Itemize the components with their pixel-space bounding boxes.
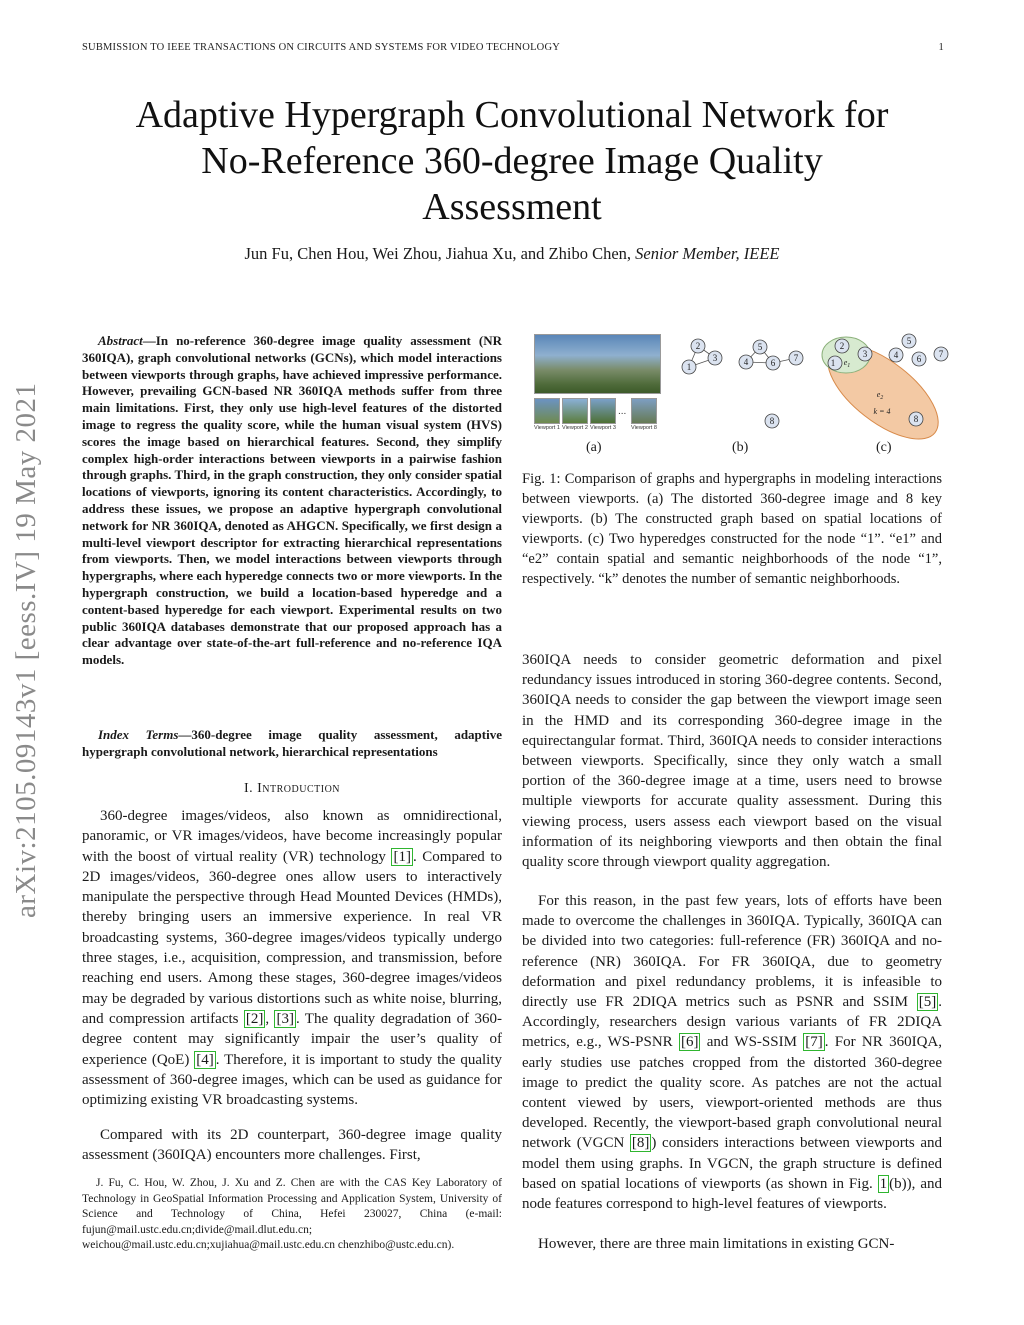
node-label: 2 [695,341,701,351]
page-number: 1 [938,42,944,53]
author-list [70,244,954,264]
running-header [82,42,944,53]
node-label: 2 [839,341,845,351]
citation-link[interactable]: [2] [245,1010,264,1027]
node-label: 3 [862,349,868,359]
right-paragraph-1: 360IQA needs to consider geometric deformation and pixel redundancy issues introduced in storing 360-degree contents. Second, 360IQA needs to consider the gap between the viewport image seen in the HMD and its corresponding 360-degree image in the equirectangular format. Third, 360IQA needs to consider interactions between viewports. Specifically, since they only watch a small portion of the 360-degree image at a time, users need to browse multiple viewports for accurate quality assessment. During this viewing process, users assess each viewport based on the visual information of its neighboring viewports and then obtain the final quality score through viewport quality aggregation. [522,652,942,871]
viewport-label: Viewport 1 [534,425,560,431]
index-terms-label: Index Terms [98,727,179,742]
figure-caption: Fig. 1: Comparison of graphs and hypergraphs in modeling interactions between viewports. (a) The distorted 360-degree image and 8 key viewports. (b) The constructed graph based on spatial locations of viewports. (c) Two hyperedges constructed for the node “1”. “e1” and “e2” contain spatial and semantic neighborhoods of the node “1”, respectively. “k” denotes the number of semantic neighborhoods. [522,471,942,587]
citation-link[interactable]: [1] [393,848,411,865]
graph-b-nodes [682,339,803,428]
node-label: 4 [743,357,749,367]
title-line-3: Assessment [422,186,602,228]
section-number: I. [243,781,254,796]
node-label: 6 [916,354,922,364]
node-label: 6 [770,358,776,368]
node-label: 3 [712,353,718,363]
section-title: Introduction [257,781,341,796]
viewport-label: Viewport 8 [631,425,657,431]
node-label: 1 [686,362,692,372]
text-run: . Accordingly, researchers design various variants of FR 2DIQA metrics, e.g., WS-PSNR [522,994,942,1051]
node-label: 7 [793,353,799,363]
intro-paragraph-2: Compared with its 2D counterpart, 360-degree image quality assessment (360IQA) encounters more challenges. First, [82,1127,502,1164]
citation-link[interactable]: [6] [680,1034,699,1051]
subfigure-label-a: (a) [586,440,602,455]
citation-link[interactable]: [7] [805,1034,823,1051]
text-run: . The quality degradation of 360-degree content may significantly impair the user’s quality of experience (QoE) [82,1010,503,1068]
graph-diagrams [528,330,958,440]
abstract-text: —In no-reference 360-degree image quality assessment (NR 360IQA), graph convolutional networks (GCNs), which model interactions between viewports through graphs, have achieved impressive performance. However, prevailing GCN-based NR 360IQA methods suffer from three main limitations. First, they only use high-level features of the distorted image to regress the quality score, while the human visual system (HVS) scores the image based on hierarchical features. Second, they simplify complex high-order interactions between viewports in a pairwise fashion through graphs. Third, in the graph construction, they only consider spatial locations of viewports, ignoring its content characteristics. Accordingly, to address these issues, we propose an adaptive hypergraph convolutional network for NR 360IQA, denoted as AHGCN. Specifically, we first design a multi-level viewport descriptor for extracting hierarchical representations from viewports. Then, we model interactions between viewports through hypergraphs, where each hyperedge connects two or more viewports. In the hypergraph construction, we build a location-based hyperedge and a content-based hyperedge for each viewport. Experimental results on two public 360IQA databases demonstrate that our proposed approach has a clear advantage over state-of-the-art full-reference and no-reference IQA models. [82,333,502,668]
author-names: Jun Fu, Chen Hou, Wei Zhou, Jiahua Xu, and Zhibo Chen, [244,244,632,263]
text-run: (b)), and node features correspond to high-level features of viewports. [522,1175,942,1213]
node-label: 8 [913,414,919,424]
ellipsis-text: ... [618,406,627,417]
abstract [82,333,502,669]
node-label: 8 [769,416,775,426]
node-label: 1 [830,358,836,368]
figure-reference-link[interactable]: 1 [879,1175,888,1192]
e1-label: $e_1$ [843,358,851,369]
citation-link[interactable]: [5] [918,994,937,1011]
index-terms [82,727,502,761]
citation-link[interactable]: [3] [276,1010,294,1027]
index-terms-text: —360-degree image quality assessment, adaptive hypergraph convolutional network, hierarchical representations [82,727,502,759]
e2-label: $e_2$ [876,390,884,401]
node-label: 7 [938,349,944,359]
k-label: k = 4 [873,407,891,416]
right-paragraph-2 [522,891,942,1214]
viewport-label: Viewport 3 [590,425,616,431]
right-paragraph-3: However, there are three main limitations in existing GCN- [538,1236,895,1252]
node-label: 5 [757,342,763,352]
node-label: 4 [893,350,899,360]
journal-name: SUBMISSION TO IEEE TRANSACTIONS ON CIRCUITS AND SYSTEMS FOR VIDEO TECHNOLOGY [82,42,561,53]
text-run: . Therefore, it is important to study the quality assessment of 360-degree images, which can be used as guidance for optimizing existing VR broadcasting systems. [82,1051,503,1109]
text-run: 360-degree images/videos, also known as omnidirectional, panoramic, or VR images/videos, have become increasingly popular with the boost of virtual reality (VR) technology [82,808,502,865]
citation-link[interactable]: [8] [631,1135,650,1152]
subfigure-label-c: (c) [876,440,892,455]
intro-paragraph-1 [82,806,502,1110]
paper-title [70,92,954,230]
viewport-label: Viewport 2 [562,425,588,431]
author-title: Senior Member, IEEE [635,244,780,263]
subfigure-label-b: (b) [732,440,749,455]
abstract-label: Abstract [98,333,143,348]
text-run: . Compared to 2D images/videos, 360-degree ones allow users to interactively manipulate the perspective through Head Mounted Devices (HMDs), thereby bringing users an immersive experience. In real VR broadcasting systems, 360-degree images/videos typically undergo three stages, i.e., acquisition, compression, and transmission, before reaching end users. Among these stages, 360-degree images/videos may be degraded by various distortions such as white noise, blurring, and compression artifacts [82,848,502,1027]
title-line-1: Adaptive Hypergraph Convolutional Network for [135,94,889,136]
section-heading [82,781,502,797]
text-run: ) considers interactions between viewports and model them using graphs. In VGCN, the graph structure is defined based on spatial locations of viewports (as shown in Fig. [522,1135,942,1192]
text-run: , [265,1010,275,1027]
text-run: . For NR 360IQA, early studies use patches cropped from the distorted 360-degree image to predict the quality score. As patches are not the actual content viewed by users, viewport-oriented methods are thus developed. Recently, the viewport-based graph convolutional neural network (VGCN [522,1034,942,1152]
citation-link[interactable]: [4] [196,1051,214,1068]
title-line-2: No-Reference 360-degree Image Quality [201,140,823,182]
node-label: 5 [906,336,912,346]
text-run: and WS-SSIM [700,1034,804,1051]
affiliation-footnote: J. Fu, C. Hou, W. Zhou, J. Xu and Z. Chen are with the CAS Key Laboratory of Technology in GeoSpatial Information Processing and Application System, University of Science and Technology of China, Hefei 230027, China (e-mail: fujun@mail.ustc.edu.cn;divide@mail.dlut.edu.cn; weichou@mail.ustc.edu.cn;xujiahua@mail.ustc.edu.cn chenzhibo@ustc.edu.cn). [82,1177,502,1251]
text-run: For this reason, in the past few years, lots of efforts have been made to overcome the challenges in 360IQA. Typically, 360IQA can be divided into two categories: full-reference (FR) 360IQA and no-reference (NR) 360IQA. For FR 360IQA, due to geometry deformation and pixel redundancy problems, it is infeasible to directly use FR 2DIQA metrics such as PSNR and SSIM [522,893,942,1011]
arxiv-identifier: arXiv:2105.09143v1 [eess.IV] 19 May 2021 [10,382,42,918]
